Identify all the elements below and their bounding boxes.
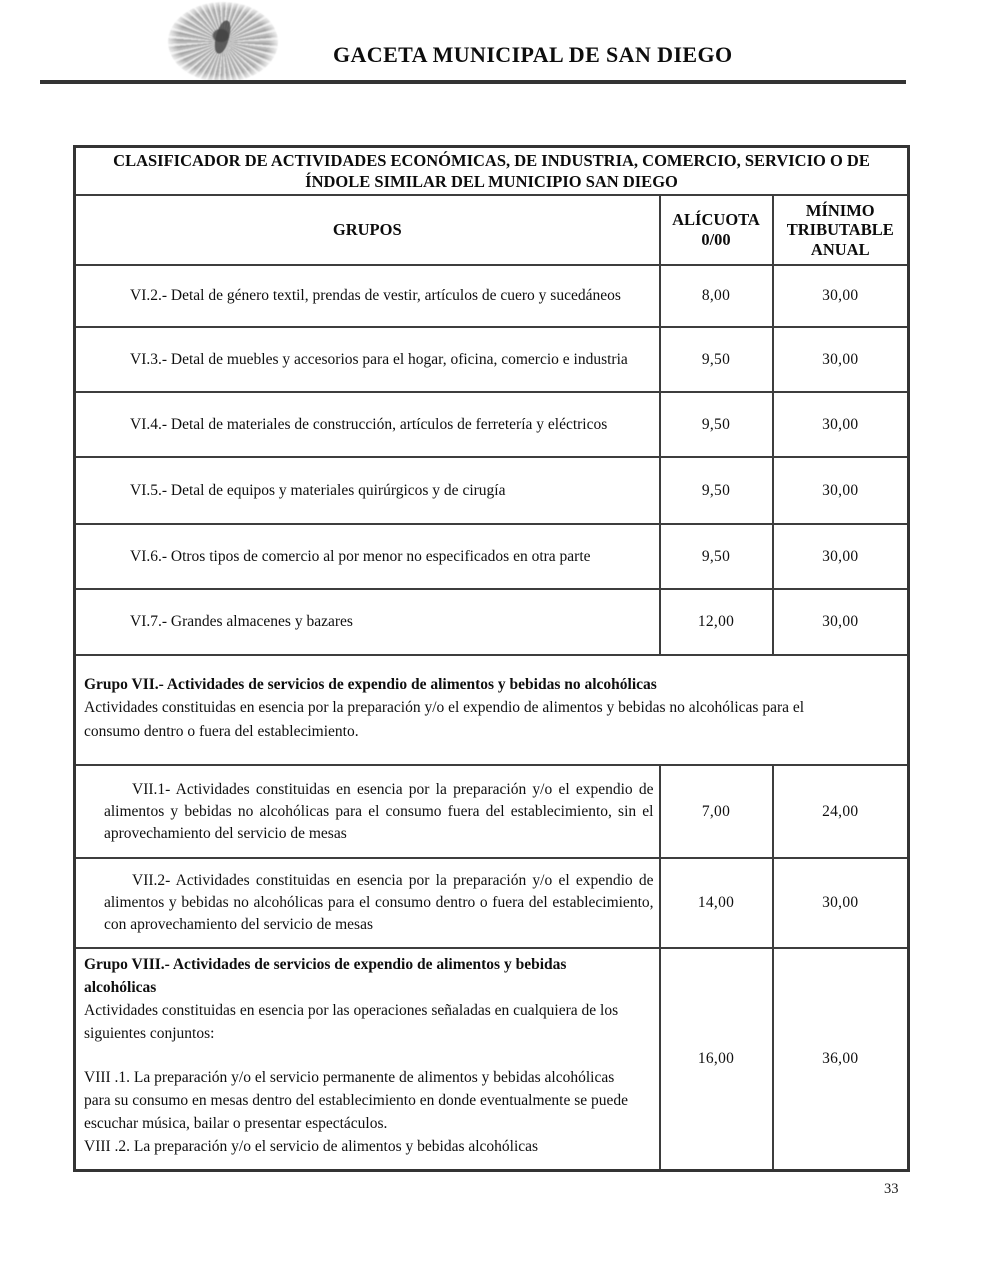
table-row [75,589,909,655]
gazette-title: GACETA MUNICIPAL DE SAN DIEGO [333,42,733,67]
group-description: VI.7.- Grandes almacenes y bazares [130,613,353,631]
minimo-value: 24,00 [773,765,909,858]
table-row [75,765,909,858]
table-row [75,524,909,589]
header-rule [40,80,906,84]
minimo-value: 30,00 [773,457,909,524]
minimo-value: 30,00 [773,524,909,589]
minimo-value: 30,00 [773,265,909,327]
column-header-row [75,195,909,265]
minimo-value: 30,00 [773,327,909,392]
section-description: Actividades constituidas en esencia por la preparación y/o el expendio de alimentos y bebidas no alcohólicas para el consumo dentro o fuera del establecimiento. [84,699,805,740]
group-description: VI.4.- Detal de materiales de construcción, artículos de ferretería y eléctricos [130,415,608,433]
alicuota-value: 12,00 [660,589,773,655]
column-header-alicuota: ALÍCUOTA 0/00 [660,195,773,265]
column-header-minimo: MÍNIMO TRIBUTABLE ANUAL [773,195,909,265]
table-row [75,327,909,392]
minimo-value: 36,00 [773,948,909,1170]
table-body [75,265,909,1170]
group-description: VI.6.- Otros tipos de comercio al por menor no especificados en otra parte [130,547,591,565]
alicuota-value: 9,50 [660,327,773,392]
table-title: CLASIFICADOR DE ACTIVIDADES ECONÓMICAS, DE INDUSTRIA, COMERCIO, SERVICIO O DE ÍNDOLE SIMILAR DEL MUNICIPIO SAN DIEGO [75,147,909,196]
alicuota-value: 9,50 [660,392,773,457]
group-description: VII.1- Actividades constituidas en esencia por la preparación y/o el expendio de alimentos y bebidas no alcohólicas para el consumo fuera del establecimiento, sin el aprovechamiento del servicio de mesas [104,780,654,842]
section-item: VIII .2. La preparación y/o el servicio de alimentos y bebidas alcohólicas [84,1138,539,1156]
minimo-value: 30,00 [773,858,909,948]
table-row [75,457,909,524]
section-row [75,655,909,765]
table-row [75,265,909,327]
section-item: VIII .1. La preparación y/o el servicio permanente de alimentos y bebidas alcohólicas para su consumo en mesas dentro del establecimiento en donde eventualmente se puede escuchar música, bailar o presentar espectáculos. [84,1069,629,1133]
table-title-row [75,147,909,196]
alicuota-value: 14,00 [660,858,773,948]
column-header-grupos: GRUPOS [75,195,660,265]
alicuota-value: 9,50 [660,524,773,589]
minimo-value: 30,00 [773,392,909,457]
section-description: Actividades constituidas en esencia por las operaciones señaladas en cualquiera de los siguientes conjuntos: [84,1002,619,1043]
section-row [75,948,909,1170]
group-description: VI.2.- Detal de género textil, prendas de vestir, artículos de cuero y sucedáneos [130,287,621,305]
alicuota-value: 7,00 [660,765,773,858]
section-heading: Grupo VIII.- Actividades de servicios de expendio de alimentos y bebidas alcohólicas [84,956,567,997]
group-description: VI.3.- Detal de muebles y accesorios para el hogar, oficina, comercio e industria [130,350,628,368]
alicuota-value: 16,00 [660,948,773,1170]
alicuota-value: 8,00 [660,265,773,327]
section-heading: Grupo VII.- Actividades de servicios de expendio de alimentos y bebidas no alcohólicas [84,676,657,694]
table-row [75,392,909,457]
classification-table [73,145,910,1172]
group-description: VII.2- Actividades constituidas en esencia por la preparación y/o el expendio de alimentos y bebidas no alcohólicas para el consumo dentro o fuera del establecimiento, con aprovechamiento del servicio de mesas [104,872,654,934]
municipal-seal-icon [168,2,278,82]
group-description: VI.5.- Detal de equipos y materiales quirúrgicos y de cirugía [130,481,506,499]
alicuota-value: 9,50 [660,457,773,524]
table-row [75,858,909,948]
page-number: 33 [884,1181,899,1197]
minimo-value: 30,00 [773,589,909,655]
